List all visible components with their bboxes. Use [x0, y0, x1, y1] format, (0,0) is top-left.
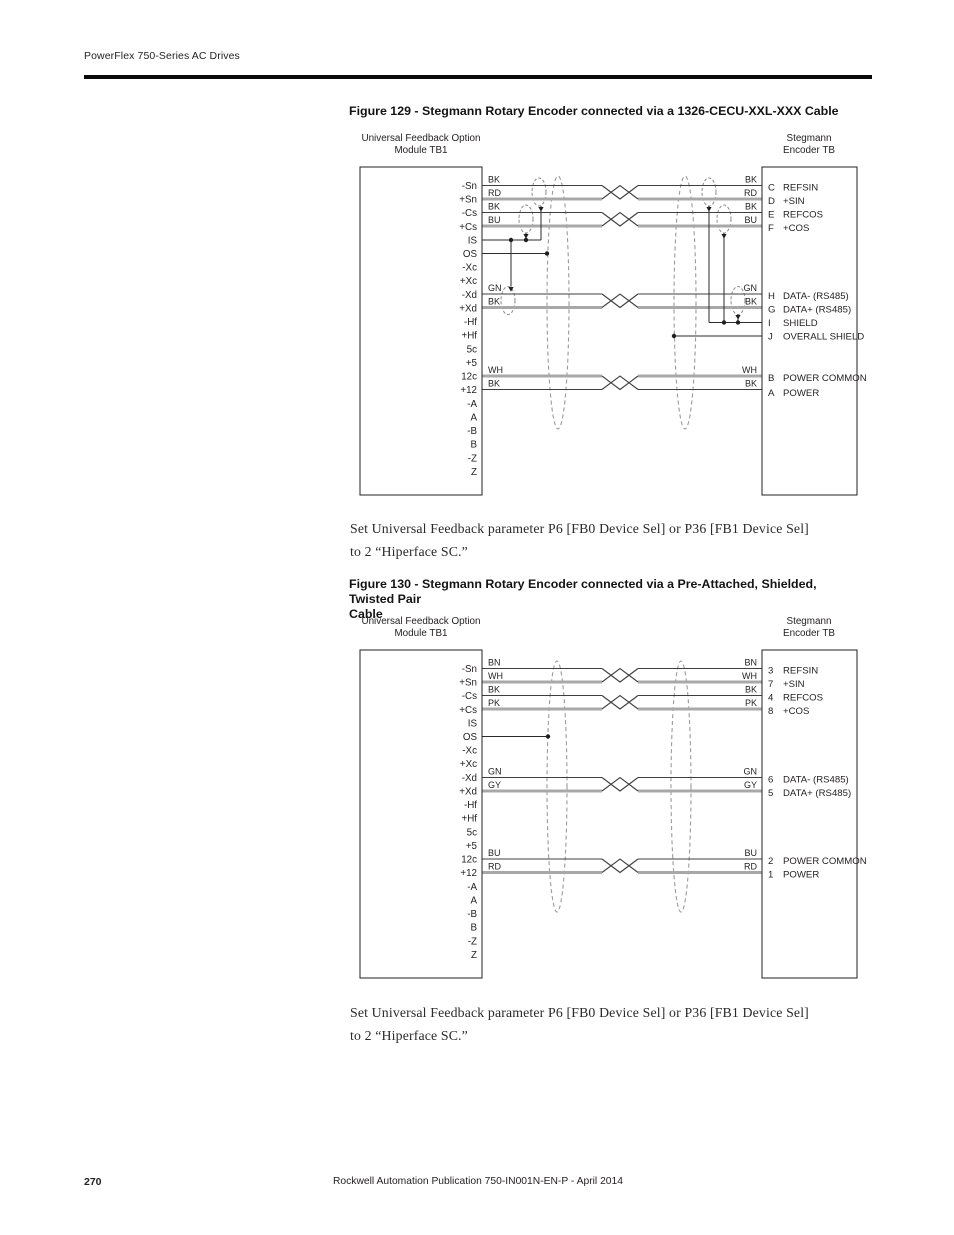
- junction-dot: [672, 334, 676, 338]
- twist-symbol: [602, 778, 638, 792]
- twist-symbol: [602, 376, 638, 390]
- right-pin-id: B: [768, 372, 775, 384]
- junction-dot: [722, 320, 726, 324]
- right-pin-signal: DATA+ (RS485): [783, 304, 852, 316]
- left-pin-label: -Hf: [463, 800, 477, 812]
- wire-color-label-right: BK: [744, 378, 757, 389]
- twist-symbol: [602, 376, 638, 390]
- wire-color-label-left: GN: [488, 283, 502, 293]
- wire-color-label-left: WH: [488, 365, 503, 375]
- left-pin-label: +Xc: [459, 759, 477, 771]
- left-block-title-line: Module TB1: [394, 628, 448, 640]
- left-pin-label: +12: [460, 385, 477, 397]
- wire-color-label-right: WH: [742, 365, 757, 375]
- left-block-title-line: Universal Feedback Option: [361, 616, 481, 627]
- wire-color-label-left: BN: [488, 657, 501, 668]
- junction-dot: [546, 734, 550, 738]
- header-rule: [84, 75, 872, 79]
- twist-symbol: [602, 859, 638, 873]
- drain-arrow: [706, 207, 711, 212]
- right-block-title-line: Encoder TB: [783, 628, 835, 640]
- drain-arrow: [735, 315, 740, 320]
- right-pin-signal: DATA+ (RS485): [783, 787, 852, 799]
- left-pin-label: -Cs: [461, 208, 477, 220]
- left-pin-label: -Cs: [461, 691, 477, 703]
- twist-symbol: [602, 669, 638, 683]
- drain-arrow: [538, 207, 543, 212]
- wire-color-label-right: BU: [744, 848, 757, 858]
- twist-symbol: [602, 696, 638, 710]
- wire-color-label-left: WH: [488, 671, 503, 681]
- twist-symbol: [602, 696, 638, 710]
- left-pin-label: -Z: [467, 936, 477, 948]
- drain-arrow: [721, 234, 726, 239]
- pair-shield-ellipse: [702, 178, 716, 206]
- right-pin-id: 2: [768, 855, 774, 867]
- left-pin-label: +5: [465, 840, 477, 852]
- right-pin-signal: SHIELD: [783, 317, 818, 329]
- overall-shield-ellipse: [671, 661, 691, 912]
- left-pin-label: -A: [467, 881, 477, 893]
- overall-shield-ellipse: [674, 176, 696, 429]
- left-pin-label: A: [470, 895, 477, 907]
- left-pin-label: IS: [467, 235, 477, 247]
- left-pin-label: -B: [467, 909, 477, 921]
- wire-color-label-right: RD: [744, 861, 757, 872]
- right-pin-signal: +SIN: [783, 195, 805, 207]
- header-title: PowerFlex 750-Series AC Drives: [84, 50, 240, 62]
- right-pin-signal: +COS: [783, 222, 810, 234]
- twist-symbol: [602, 778, 638, 792]
- left-pin-label: +Xd: [459, 303, 477, 315]
- right-pin-id: H: [768, 290, 775, 302]
- left-pin-label: -A: [467, 398, 477, 410]
- right-pin-id: 5: [768, 787, 774, 799]
- wire-color-label-left: BK: [488, 296, 501, 307]
- figure-129-title-line: Figure 129 - Stegmann Rotary Encoder connected via a 1326-CECU-XXL-XXX Cable: [349, 104, 839, 118]
- left-block-title-line: Module TB1: [394, 145, 448, 157]
- wire-color-label-right: BU: [744, 215, 757, 225]
- note-paragraph-2: [350, 1002, 880, 1047]
- wire-color-label-left: RD: [488, 188, 501, 198]
- left-pin-label: -Z: [467, 453, 477, 465]
- wire-color-label-right: GN: [743, 766, 757, 777]
- left-pin-label: IS: [467, 718, 477, 730]
- right-pin-id: J: [768, 331, 773, 343]
- right-pin-id: C: [768, 182, 775, 194]
- junction-dot: [545, 251, 549, 255]
- wire-color-label-right: BK: [744, 684, 757, 695]
- pair-shield-ellipse: [501, 287, 515, 315]
- junction-dot: [509, 238, 513, 242]
- left-pin-label: 12c: [461, 854, 477, 866]
- left-pin-label: Z: [471, 466, 477, 478]
- left-pin-label: A: [470, 412, 477, 424]
- right-pin-id: 7: [768, 678, 774, 690]
- right-pin-signal: DATA- (RS485): [783, 774, 849, 786]
- overall-shield-ellipse: [547, 661, 567, 912]
- wire-color-label-right: WH: [742, 671, 757, 681]
- figure-130-title-line: Figure 130 - Stegmann Rotary Encoder connected via a Pre-Attached, Shielded, Twisted Pair: [349, 577, 817, 606]
- right-pin-id: G: [768, 304, 776, 316]
- left-pin-label: +Cs: [459, 221, 477, 233]
- wire-color-label-left: BK: [488, 201, 501, 212]
- note-line: to 2 “Hiperface SC.”: [350, 543, 468, 559]
- right-pin-id: A: [768, 387, 775, 399]
- right-pin-signal: POWER: [783, 869, 820, 881]
- wire-color-label-right: BN: [744, 657, 757, 668]
- wire-color-label-right: BK: [744, 174, 757, 185]
- footer-page-number: 270: [84, 1176, 102, 1188]
- left-pin-label: +Cs: [459, 704, 477, 716]
- junction-dot: [736, 320, 740, 324]
- left-pin-label: +5: [465, 357, 477, 369]
- left-pin-label: 5c: [466, 827, 477, 839]
- twist-symbol: [602, 859, 638, 873]
- left-pin-label: OS: [462, 732, 477, 743]
- right-pin-signal: +COS: [783, 705, 810, 717]
- left-pin-label: -Xc: [462, 262, 477, 274]
- left-pin-label: +Xc: [459, 276, 477, 288]
- twist-symbol: [602, 213, 638, 227]
- right-pin-signal: REFSIN: [783, 665, 819, 677]
- right-pin-signal: REFCOS: [783, 692, 823, 704]
- figure-129-wiring-diagram: [0, 130, 954, 502]
- twist-symbol: [602, 294, 638, 308]
- right-pin-id: 6: [768, 774, 774, 786]
- wire-color-label-left: BK: [488, 684, 501, 695]
- wire-color-label-right: GY: [743, 780, 757, 790]
- left-pin-label: +Xd: [459, 786, 477, 798]
- footer-publication: Rockwell Automation Publication 750-IN001N-EN-P - April 2014: [333, 1176, 623, 1187]
- twist-symbol: [602, 186, 638, 200]
- left-pin-label: +12: [460, 868, 477, 880]
- right-pin-signal: OVERALL SHIELD: [783, 331, 865, 343]
- right-pin-signal: DATA- (RS485): [783, 290, 849, 302]
- right-block-title-line: Stegmann: [786, 616, 832, 627]
- figure-129-title: [349, 104, 864, 119]
- left-block-title-line: Universal Feedback Option: [361, 133, 481, 144]
- twist-symbol: [602, 213, 638, 227]
- left-pin-label: OS: [462, 249, 477, 260]
- twist-symbol: [602, 294, 638, 308]
- note-paragraph-1: [350, 518, 880, 563]
- left-pin-label: -Xd: [461, 289, 477, 301]
- right-pin-id: 4: [768, 692, 774, 704]
- right-pin-id: 3: [768, 665, 774, 677]
- wire-color-label-left: RD: [488, 861, 501, 872]
- right-block-title-line: Stegmann: [786, 133, 832, 144]
- right-pin-signal: +SIN: [783, 678, 805, 690]
- wire-color-label-left: BK: [488, 174, 501, 185]
- right-pin-signal: REFCOS: [783, 209, 823, 221]
- left-pin-label: -Xc: [462, 745, 477, 757]
- left-pin-label: -Xd: [461, 772, 477, 784]
- left-pin-label: +Sn: [459, 194, 477, 206]
- figure-130-wiring-diagram: [0, 613, 954, 983]
- wire-color-label-right: RD: [744, 188, 757, 198]
- wire-color-label-right: BK: [744, 296, 757, 307]
- pair-shield-ellipse: [519, 205, 533, 233]
- left-pin-label: Z: [471, 949, 477, 961]
- wire-color-label-left: GY: [488, 780, 502, 790]
- twist-symbol: [602, 669, 638, 683]
- right-block-title-line: Encoder TB: [783, 145, 835, 157]
- wire-color-label-left: BK: [488, 378, 501, 389]
- wire-color-label-right: PK: [744, 698, 757, 708]
- note-line: to 2 “Hiperface SC.”: [350, 1027, 468, 1043]
- wire-color-label-right: GN: [743, 283, 757, 293]
- twist-symbol: [602, 186, 638, 200]
- right-pin-signal: POWER COMMON: [783, 855, 867, 867]
- drain-arrow: [523, 234, 528, 239]
- left-pin-label: -B: [467, 426, 477, 438]
- figure-130-title-line: Cable: [349, 607, 383, 621]
- left-pin-label: -Sn: [461, 663, 477, 675]
- left-pin-label: 12c: [461, 371, 477, 383]
- right-pin-id: I: [768, 317, 771, 329]
- wire-color-label-right: BK: [744, 201, 757, 212]
- pair-shield-ellipse: [532, 178, 546, 206]
- right-pin-id: F: [768, 222, 774, 234]
- right-pin-signal: POWER COMMON: [783, 372, 867, 384]
- left-pin-label: 5c: [466, 344, 477, 356]
- note-line: Set Universal Feedback parameter P6 [FB0 Device Sel] or P36 [FB1 Device Sel]: [350, 1005, 809, 1020]
- left-pin-label: +Hf: [461, 813, 477, 825]
- left-pin-label: -Sn: [461, 180, 477, 192]
- left-pin-label: -Hf: [463, 317, 477, 329]
- left-pin-label: +Sn: [459, 677, 477, 689]
- note-line: Set Universal Feedback parameter P6 [FB0 Device Sel] or P36 [FB1 Device Sel]: [350, 521, 809, 536]
- right-pin-signal: POWER: [783, 387, 820, 399]
- right-pin-signal: REFSIN: [783, 182, 819, 194]
- right-pin-id: E: [768, 209, 775, 221]
- pair-shield-ellipse: [717, 205, 731, 233]
- wire-color-label-left: PK: [488, 698, 501, 708]
- right-pin-id: D: [768, 195, 775, 207]
- wire-color-label-left: BU: [488, 848, 501, 858]
- right-pin-id: 8: [768, 705, 774, 717]
- wire-color-label-left: GN: [488, 766, 502, 777]
- overall-shield-ellipse: [547, 176, 569, 429]
- right-pin-id: 1: [768, 869, 774, 881]
- left-pin-label: +Hf: [461, 330, 477, 342]
- wire-color-label-left: BU: [488, 215, 501, 225]
- left-pin-label: B: [470, 439, 477, 451]
- left-pin-label: B: [470, 922, 477, 934]
